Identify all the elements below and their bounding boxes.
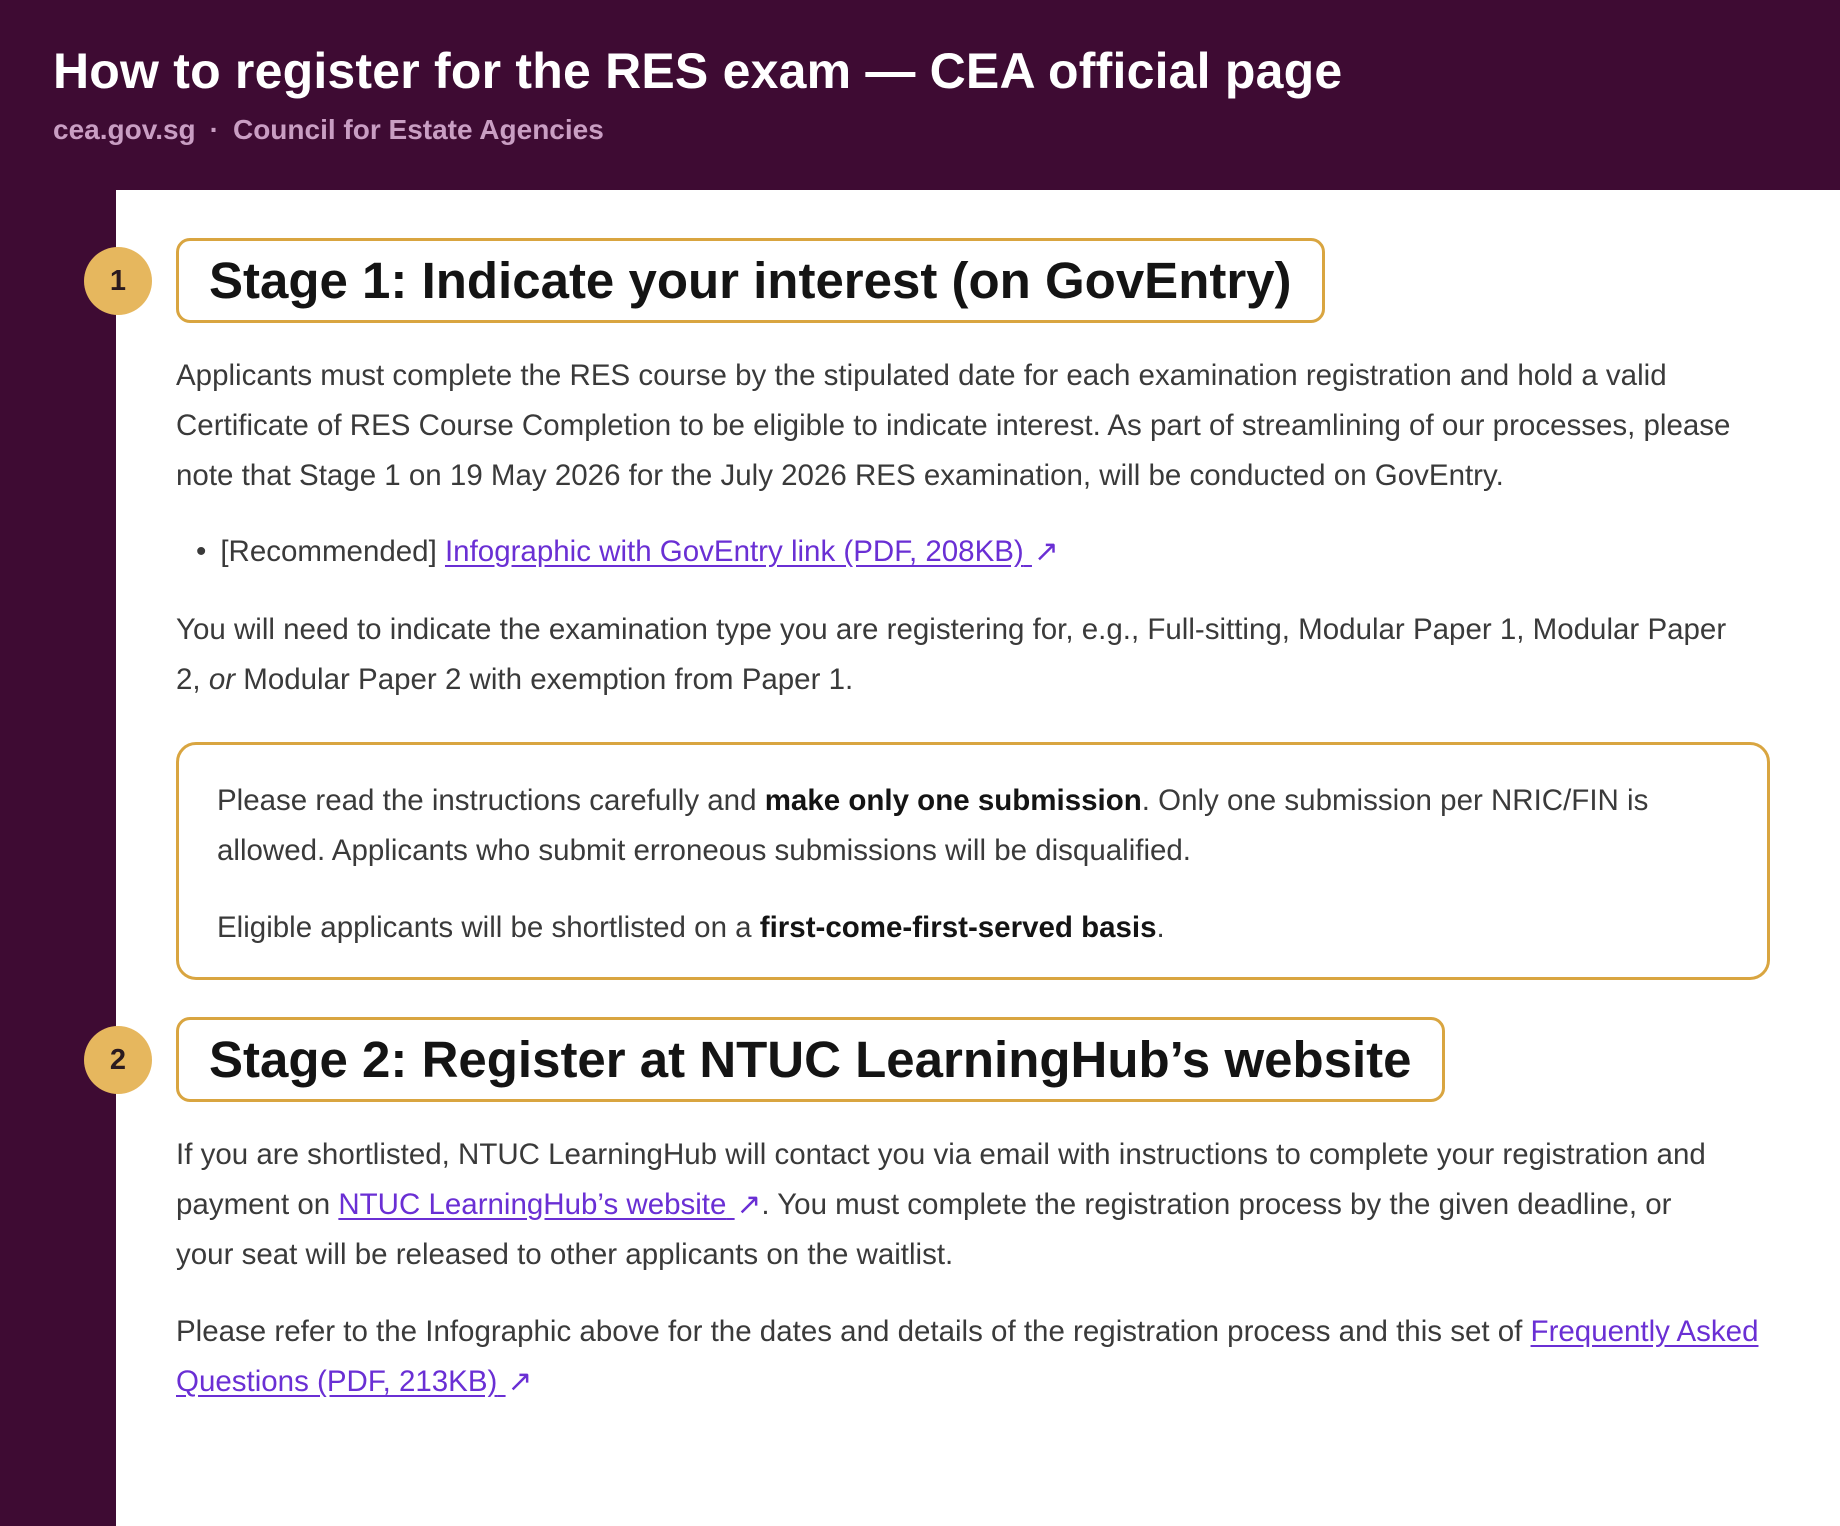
infographic-pdf-link-text[interactable]: Infographic with GovEntry link (PDF, 208KB) bbox=[444, 535, 1024, 568]
infographic-pdf-link[interactable] bbox=[445, 535, 1059, 568]
page-header bbox=[0, 0, 1840, 190]
recommended-label: [Recommended] bbox=[220, 535, 437, 568]
notice-shortlist-text bbox=[217, 903, 1165, 953]
stage-2-text: If you are shortlisted, NTUC LearningHub will contact you via email with instructions to complete your registration and payment on bbox=[176, 1138, 1706, 1221]
faq-pdf-link-text[interactable]: Frequently Asked Questions (PDF, 213KB) bbox=[176, 1315, 1759, 1398]
page-title: How to register for the RES exam — CEA official page bbox=[53, 43, 1343, 99]
notice-text: Please read the instructions carefully and bbox=[217, 784, 757, 817]
notice-bold-one-submission: make only one submission bbox=[764, 784, 1142, 817]
external-link-icon: ↗ bbox=[507, 1365, 533, 1398]
step-number-1: 1 bbox=[84, 247, 152, 315]
exam-type-text-end: Modular Paper 2 with exemption from Paper 1. bbox=[243, 663, 854, 696]
step-number-2: 2 bbox=[84, 1026, 152, 1094]
ntuc-learninghub-link[interactable] bbox=[338, 1188, 761, 1221]
source-domain: cea.gov.sg bbox=[53, 114, 196, 145]
source-org: Council for Estate Agencies bbox=[232, 114, 604, 145]
notice-shortlist-prefix: Eligible applicants will be shortlisted on a bbox=[217, 911, 752, 944]
stage-2-text-end: . You must complete the registration process by the given deadline, or your seat will be released to other applicants on the waitlist. bbox=[176, 1188, 1672, 1271]
recommended-list-item bbox=[196, 527, 1059, 577]
notice-submission-text bbox=[217, 776, 1737, 876]
exam-type-text: You will need to indicate the examination type you are registering for, e.g., Full-sitting, Modular Paper 1, Modular Paper 2, bbox=[176, 613, 1727, 696]
bullet-icon: • bbox=[196, 535, 207, 568]
exam-type-paragraph bbox=[176, 605, 1736, 705]
stage-1-heading: Stage 1: Indicate your interest (on GovEntry) bbox=[176, 238, 1325, 323]
separator-dot: · bbox=[209, 114, 219, 145]
faq-text: Please refer to the Infographic above for the dates and details of the registration process and this set of bbox=[176, 1315, 1523, 1348]
faq-paragraph bbox=[176, 1307, 1766, 1407]
notice-bold-fcfs: first-come-first-served basis bbox=[759, 911, 1157, 944]
ntuc-learninghub-link-text[interactable]: NTUC LearningHub’s website bbox=[338, 1188, 727, 1221]
source-line bbox=[53, 114, 604, 146]
stage-1-intro: Applicants must complete the RES course by the stipulated date for each examination registration and hold a valid Certificate of RES Course Completion to be eligible to indicate interest. As part of streamlining of our processes, please note that Stage 1 on 19 May 2026 for the July 2026 RES examination, will be conducted on GovEntry. bbox=[176, 359, 1731, 492]
notice-period: . bbox=[1156, 911, 1165, 944]
stage-2-shortlist-paragraph bbox=[176, 1130, 1736, 1280]
exam-type-or: or bbox=[208, 663, 236, 696]
notice-text-end: . Only one submission per NRIC/FIN is allowed. Applicants who submit erroneous submissions will be disqualified. bbox=[217, 784, 1649, 867]
important-notice-box bbox=[176, 742, 1770, 980]
stage-2-heading: Stage 2: Register at NTUC LearningHub’s website bbox=[176, 1017, 1445, 1102]
external-link-icon: ↗ bbox=[1033, 535, 1059, 568]
external-link-icon: ↗ bbox=[736, 1188, 762, 1221]
